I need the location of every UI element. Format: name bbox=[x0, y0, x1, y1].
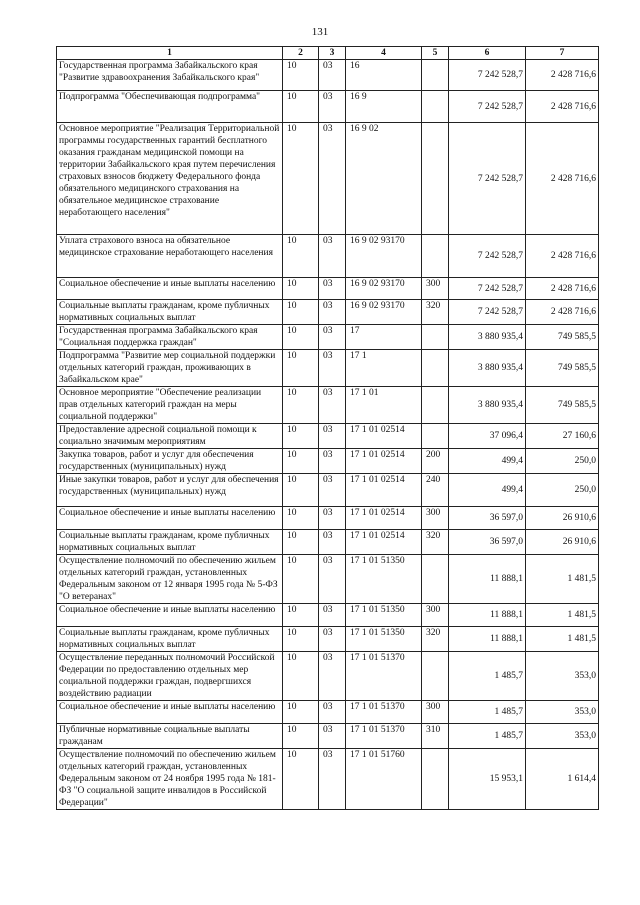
target-article-cell: 17 1 01 51370 bbox=[346, 724, 422, 749]
amount-col6-cell: 499,4 bbox=[449, 474, 526, 507]
section-code-cell: 10 bbox=[283, 424, 319, 449]
row-name-cell: Основное мероприятие "Реализация Территориальной программы государственных гарантий бесплатного оказания гражданам медицинской помощи на территории Забайкальского края путем перечисления страховых взносов бюджету Федерального фонда обязательного медицинского страхования на обязательное медицинское страхование неработающего населения" bbox=[57, 123, 283, 235]
amount-col6-cell: 7 242 528,7 bbox=[449, 123, 526, 235]
row-name-cell: Социальное обеспечение и иные выплаты населению bbox=[57, 507, 283, 530]
target-article-cell: 17 1 01 51350 bbox=[346, 555, 422, 604]
expense-type-cell: 240 bbox=[422, 474, 449, 507]
amount-col7-cell: 1 614,4 bbox=[526, 749, 599, 810]
row-name-cell: Подпрограмма "Развитие мер социальной поддержки отдельных категорий граждан, проживающих в Забайкальском крае" bbox=[57, 350, 283, 387]
expense-type-cell: 300 bbox=[422, 507, 449, 530]
row-name-cell: Государственная программа Забайкальского края "Развитие здравоохранения Забайкальского края" bbox=[57, 60, 283, 91]
expense-type-cell bbox=[422, 350, 449, 387]
section-code-cell: 10 bbox=[283, 91, 319, 123]
subsection-code-cell: 03 bbox=[319, 123, 346, 235]
expense-type-cell: 300 bbox=[422, 604, 449, 627]
row-name-cell: Социальное обеспечение и иные выплаты населению bbox=[57, 278, 283, 300]
amount-col6-cell: 11 888,1 bbox=[449, 627, 526, 652]
table-row bbox=[57, 300, 599, 325]
table-row bbox=[57, 724, 599, 749]
expense-type-cell: 310 bbox=[422, 724, 449, 749]
table-row bbox=[57, 235, 599, 278]
row-name-cell: Социальное обеспечение и иные выплаты населению bbox=[57, 604, 283, 627]
section-code-cell: 10 bbox=[283, 749, 319, 810]
table-row bbox=[57, 350, 599, 387]
target-article-cell: 17 1 01 02514 bbox=[346, 530, 422, 555]
target-article-cell: 16 9 02 93170 bbox=[346, 235, 422, 278]
target-article-cell: 17 bbox=[346, 325, 422, 350]
row-name-cell: Социальные выплаты гражданам, кроме публичных нормативных социальных выплат bbox=[57, 627, 283, 652]
amount-col7-cell: 250,0 bbox=[526, 474, 599, 507]
section-code-cell: 10 bbox=[283, 300, 319, 325]
subsection-code-cell: 03 bbox=[319, 507, 346, 530]
table-row bbox=[57, 325, 599, 350]
expense-type-cell: 320 bbox=[422, 300, 449, 325]
target-article-cell: 17 1 01 bbox=[346, 387, 422, 424]
table-row bbox=[57, 474, 599, 507]
row-name-cell: Иные закупки товаров, работ и услуг для обеспечения государственных (муниципальных) нужд bbox=[57, 474, 283, 507]
table-row bbox=[57, 60, 599, 91]
expense-type-cell: 320 bbox=[422, 627, 449, 652]
header-cell-2: 2 bbox=[283, 47, 319, 60]
target-article-cell: 17 1 01 02514 bbox=[346, 507, 422, 530]
expense-type-cell bbox=[422, 652, 449, 701]
amount-col7-cell: 353,0 bbox=[526, 652, 599, 701]
expense-type-cell bbox=[422, 387, 449, 424]
subsection-code-cell: 03 bbox=[319, 604, 346, 627]
row-name-cell: Государственная программа Забайкальского края "Социальная поддержка граждан" bbox=[57, 325, 283, 350]
row-name-cell: Уплата страхового взноса на обязательное медицинское страхование неработающего населения bbox=[57, 235, 283, 278]
amount-col7-cell: 2 428 716,6 bbox=[526, 123, 599, 235]
target-article-cell: 17 1 01 02514 bbox=[346, 424, 422, 449]
subsection-code-cell: 03 bbox=[319, 530, 346, 555]
subsection-code-cell: 03 bbox=[319, 749, 346, 810]
target-article-cell: 16 9 02 93170 bbox=[346, 278, 422, 300]
amount-col6-cell: 11 888,1 bbox=[449, 604, 526, 627]
row-name-cell: Осуществление переданных полномочий Российской Федерации по предоставлению отдельных мер социальной поддержки граждан, подвергшихся воздействию радиации bbox=[57, 652, 283, 701]
amount-col7-cell: 749 585,5 bbox=[526, 325, 599, 350]
section-code-cell: 10 bbox=[283, 350, 319, 387]
table-row bbox=[57, 424, 599, 449]
amount-col7-cell: 2 428 716,6 bbox=[526, 60, 599, 91]
amount-col7-cell: 1 481,5 bbox=[526, 627, 599, 652]
table-row bbox=[57, 627, 599, 652]
amount-col6-cell: 1 485,7 bbox=[449, 652, 526, 701]
amount-col6-cell: 7 242 528,7 bbox=[449, 91, 526, 123]
amount-col7-cell: 2 428 716,6 bbox=[526, 91, 599, 123]
section-code-cell: 10 bbox=[283, 604, 319, 627]
amount-col7-cell: 1 481,5 bbox=[526, 555, 599, 604]
table-row bbox=[57, 555, 599, 604]
amount-col7-cell: 353,0 bbox=[526, 701, 599, 724]
amount-col6-cell: 3 880 935,4 bbox=[449, 350, 526, 387]
amount-col6-cell: 15 953,1 bbox=[449, 749, 526, 810]
subsection-code-cell: 03 bbox=[319, 350, 346, 387]
target-article-cell: 16 9 02 93170 bbox=[346, 300, 422, 325]
table-row bbox=[57, 507, 599, 530]
amount-col6-cell: 36 597,0 bbox=[449, 530, 526, 555]
table-row bbox=[57, 123, 599, 235]
amount-col6-cell: 1 485,7 bbox=[449, 724, 526, 749]
subsection-code-cell: 03 bbox=[319, 325, 346, 350]
target-article-cell: 17 1 01 51760 bbox=[346, 749, 422, 810]
row-name-cell: Социальные выплаты гражданам, кроме публичных нормативных социальных выплат bbox=[57, 300, 283, 325]
target-article-cell: 17 1 01 02514 bbox=[346, 449, 422, 474]
row-name-cell: Закупка товаров, работ и услуг для обеспечения государственных (муниципальных) нужд bbox=[57, 449, 283, 474]
row-name-cell: Предоставление адресной социальной помощи к социально значимым мероприятиям bbox=[57, 424, 283, 449]
section-code-cell: 10 bbox=[283, 627, 319, 652]
amount-col6-cell: 3 880 935,4 bbox=[449, 325, 526, 350]
amount-col7-cell: 2 428 716,6 bbox=[526, 300, 599, 325]
header-cell-4: 4 bbox=[346, 47, 422, 60]
amount-col7-cell: 1 481,5 bbox=[526, 604, 599, 627]
section-code-cell: 10 bbox=[283, 325, 319, 350]
page-number: 131 bbox=[311, 26, 329, 38]
header-cell-7: 7 bbox=[526, 47, 599, 60]
table-row bbox=[57, 701, 599, 724]
amount-col6-cell: 36 597,0 bbox=[449, 507, 526, 530]
section-code-cell: 10 bbox=[283, 60, 319, 91]
target-article-cell: 16 bbox=[346, 60, 422, 91]
subsection-code-cell: 03 bbox=[319, 474, 346, 507]
section-code-cell: 10 bbox=[283, 507, 319, 530]
amount-col6-cell: 11 888,1 bbox=[449, 555, 526, 604]
section-code-cell: 10 bbox=[283, 123, 319, 235]
row-name-cell: Осуществление полномочий по обеспечению жильем отдельных категорий граждан, установленных Федеральным законом от 24 ноября 1995 года № 181-ФЗ "О социальной защите инвалидов в Российской Федерации" bbox=[57, 749, 283, 810]
expense-type-cell bbox=[422, 424, 449, 449]
table-row bbox=[57, 91, 599, 123]
amount-col6-cell: 7 242 528,7 bbox=[449, 235, 526, 278]
section-code-cell: 10 bbox=[283, 387, 319, 424]
amount-col7-cell: 26 910,6 bbox=[526, 530, 599, 555]
table-row bbox=[57, 749, 599, 810]
amount-col7-cell: 26 910,6 bbox=[526, 507, 599, 530]
table-row bbox=[57, 387, 599, 424]
expense-type-cell bbox=[422, 91, 449, 123]
subsection-code-cell: 03 bbox=[319, 300, 346, 325]
subsection-code-cell: 03 bbox=[319, 724, 346, 749]
section-code-cell: 10 bbox=[283, 530, 319, 555]
subsection-code-cell: 03 bbox=[319, 555, 346, 604]
header-cell-1: 1 bbox=[57, 47, 283, 60]
amount-col6-cell: 37 096,4 bbox=[449, 424, 526, 449]
table-row bbox=[57, 278, 599, 300]
table-row bbox=[57, 449, 599, 474]
amount-col7-cell: 749 585,5 bbox=[526, 350, 599, 387]
section-code-cell: 10 bbox=[283, 701, 319, 724]
expense-type-cell: 300 bbox=[422, 701, 449, 724]
amount-col7-cell: 749 585,5 bbox=[526, 387, 599, 424]
expense-type-cell: 200 bbox=[422, 449, 449, 474]
section-code-cell: 10 bbox=[283, 652, 319, 701]
section-code-cell: 10 bbox=[283, 474, 319, 507]
table-row bbox=[57, 530, 599, 555]
row-name-cell: Публичные нормативные социальные выплаты гражданам bbox=[57, 724, 283, 749]
section-code-cell: 10 bbox=[283, 555, 319, 604]
subsection-code-cell: 03 bbox=[319, 652, 346, 701]
expense-type-cell bbox=[422, 325, 449, 350]
amount-col6-cell: 7 242 528,7 bbox=[449, 60, 526, 91]
section-code-cell: 10 bbox=[283, 724, 319, 749]
amount-col6-cell: 7 242 528,7 bbox=[449, 300, 526, 325]
subsection-code-cell: 03 bbox=[319, 449, 346, 474]
expense-type-cell bbox=[422, 555, 449, 604]
amount-col7-cell: 27 160,6 bbox=[526, 424, 599, 449]
amount-col6-cell: 3 880 935,4 bbox=[449, 387, 526, 424]
target-article-cell: 16 9 02 bbox=[346, 123, 422, 235]
subsection-code-cell: 03 bbox=[319, 627, 346, 652]
amount-col7-cell: 2 428 716,6 bbox=[526, 278, 599, 300]
section-code-cell: 10 bbox=[283, 278, 319, 300]
subsection-code-cell: 03 bbox=[319, 91, 346, 123]
header-cell-5: 5 bbox=[422, 47, 449, 60]
target-article-cell: 17 1 01 02514 bbox=[346, 474, 422, 507]
amount-col7-cell: 353,0 bbox=[526, 724, 599, 749]
subsection-code-cell: 03 bbox=[319, 701, 346, 724]
row-name-cell: Основное мероприятие "Обеспечение реализации прав отдельных категорий граждан на меры социальной поддержки" bbox=[57, 387, 283, 424]
section-code-cell: 10 bbox=[283, 449, 319, 474]
row-name-cell: Осуществление полномочий по обеспечению жильем отдельных категорий граждан, установленных Федеральным законом от 12 января 1995 года № 5-ФЗ "О ветеранах" bbox=[57, 555, 283, 604]
expense-type-cell bbox=[422, 235, 449, 278]
expense-type-cell: 320 bbox=[422, 530, 449, 555]
target-article-cell: 16 9 bbox=[346, 91, 422, 123]
amount-col6-cell: 7 242 528,7 bbox=[449, 278, 526, 300]
budget-table bbox=[56, 46, 599, 810]
row-name-cell: Социальные выплаты гражданам, кроме публичных нормативных социальных выплат bbox=[57, 530, 283, 555]
expense-type-cell bbox=[422, 123, 449, 235]
target-article-cell: 17 1 bbox=[346, 350, 422, 387]
expense-type-cell bbox=[422, 60, 449, 91]
target-article-cell: 17 1 01 51350 bbox=[346, 604, 422, 627]
table-row bbox=[57, 604, 599, 627]
expense-type-cell: 300 bbox=[422, 278, 449, 300]
amount-col6-cell: 1 485,7 bbox=[449, 701, 526, 724]
subsection-code-cell: 03 bbox=[319, 387, 346, 424]
expense-type-cell bbox=[422, 749, 449, 810]
target-article-cell: 17 1 01 51370 bbox=[346, 701, 422, 724]
amount-col7-cell: 250,0 bbox=[526, 449, 599, 474]
subsection-code-cell: 03 bbox=[319, 60, 346, 91]
header-cell-3: 3 bbox=[319, 47, 346, 60]
target-article-cell: 17 1 01 51370 bbox=[346, 652, 422, 701]
header-cell-6: 6 bbox=[449, 47, 526, 60]
target-article-cell: 17 1 01 51350 bbox=[346, 627, 422, 652]
subsection-code-cell: 03 bbox=[319, 235, 346, 278]
row-name-cell: Социальное обеспечение и иные выплаты населению bbox=[57, 701, 283, 724]
row-name-cell: Подпрограмма "Обеспечивающая подпрограмма" bbox=[57, 91, 283, 123]
table-header-row bbox=[57, 47, 599, 60]
amount-col6-cell: 499,4 bbox=[449, 449, 526, 474]
amount-col7-cell: 2 428 716,6 bbox=[526, 235, 599, 278]
subsection-code-cell: 03 bbox=[319, 278, 346, 300]
subsection-code-cell: 03 bbox=[319, 424, 346, 449]
section-code-cell: 10 bbox=[283, 235, 319, 278]
table-row bbox=[57, 652, 599, 701]
